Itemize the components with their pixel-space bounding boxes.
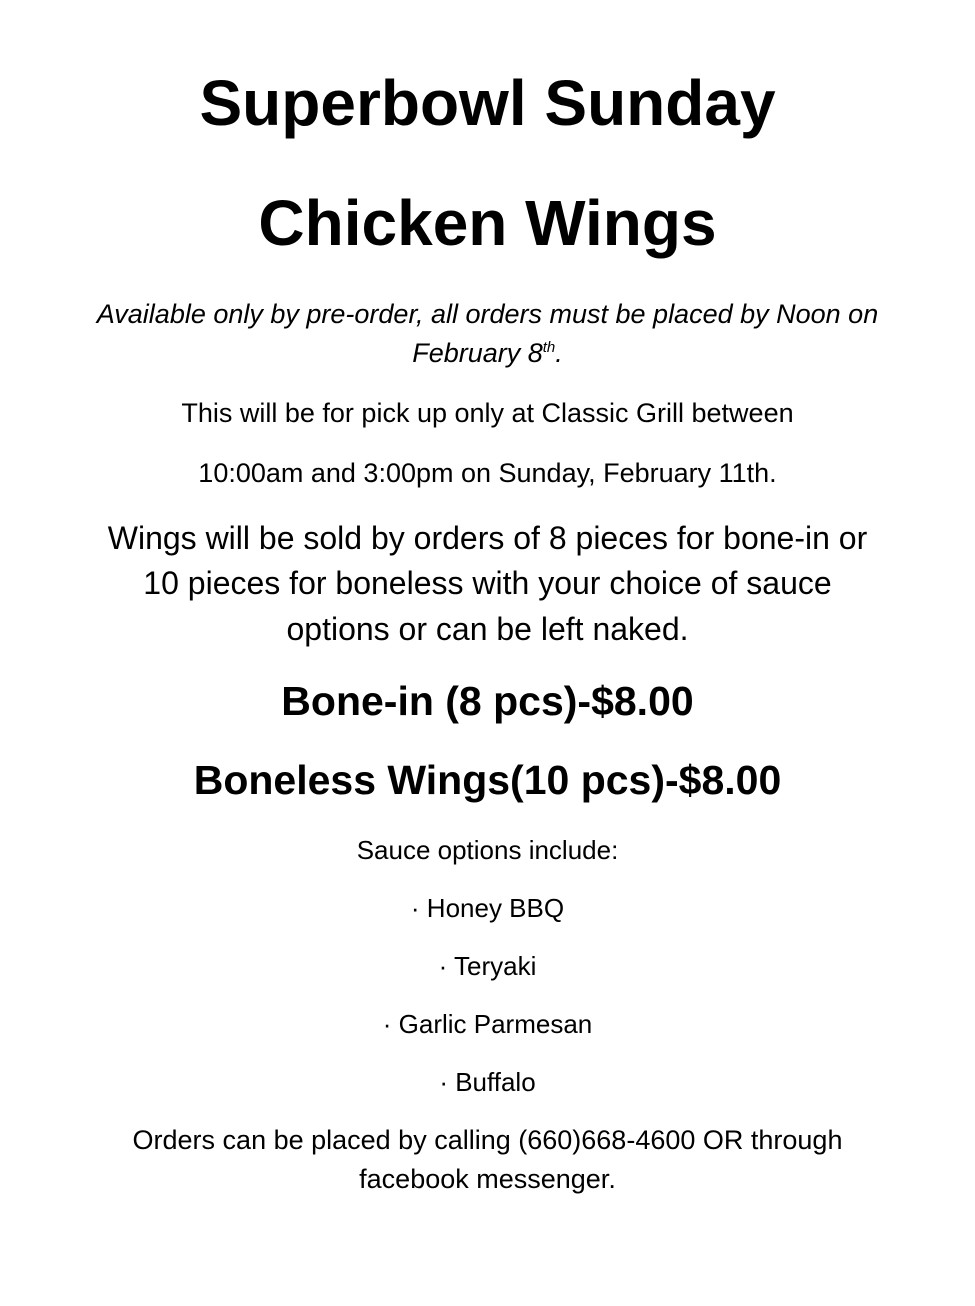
- description-line-3: options or can be left naked.: [286, 611, 689, 647]
- sauce-item-buffalo: · Buffalo: [439, 1067, 536, 1097]
- description-line-1: Wings will be sold by orders of 8 pieces for bone-in or: [107, 520, 868, 556]
- orders-line-1: Orders can be placed by calling (660)668-4600 OR through: [132, 1125, 843, 1155]
- preorder-line-1: Available only by pre-order, all orders must be placed by Noon on: [96, 299, 879, 329]
- preorder-line-2: [0, 334, 975, 372]
- pickup-line-1: This will be for pick up only at Classic Grill between: [181, 398, 794, 428]
- title-line-1: Superbowl Sunday: [199, 67, 776, 139]
- preorder-period: .: [555, 338, 563, 368]
- title-line-2: Chicken Wings: [258, 187, 717, 259]
- sauce-item-garlic-parmesan: · Garlic Parmesan: [382, 1009, 593, 1039]
- price-boneless: Boneless Wings(10 pcs)-$8.00: [193, 757, 782, 803]
- sauce-item-honey-bbq: · Honey BBQ: [410, 893, 565, 923]
- preorder-date: February 8: [412, 338, 543, 368]
- sauce-heading: Sauce options include:: [356, 835, 619, 865]
- preorder-date-suffix: th: [542, 339, 556, 356]
- orders-line-2: facebook messenger.: [359, 1164, 616, 1194]
- price-bone-in: Bone-in (8 pcs)-$8.00: [281, 678, 694, 724]
- description-line-2: 10 pieces for boneless with your choice of sauce: [143, 565, 832, 601]
- sauce-item-teryaki: · Teryaki: [438, 951, 537, 981]
- pickup-line-2: 10:00am and 3:00pm on Sunday, February 11th.: [198, 458, 777, 488]
